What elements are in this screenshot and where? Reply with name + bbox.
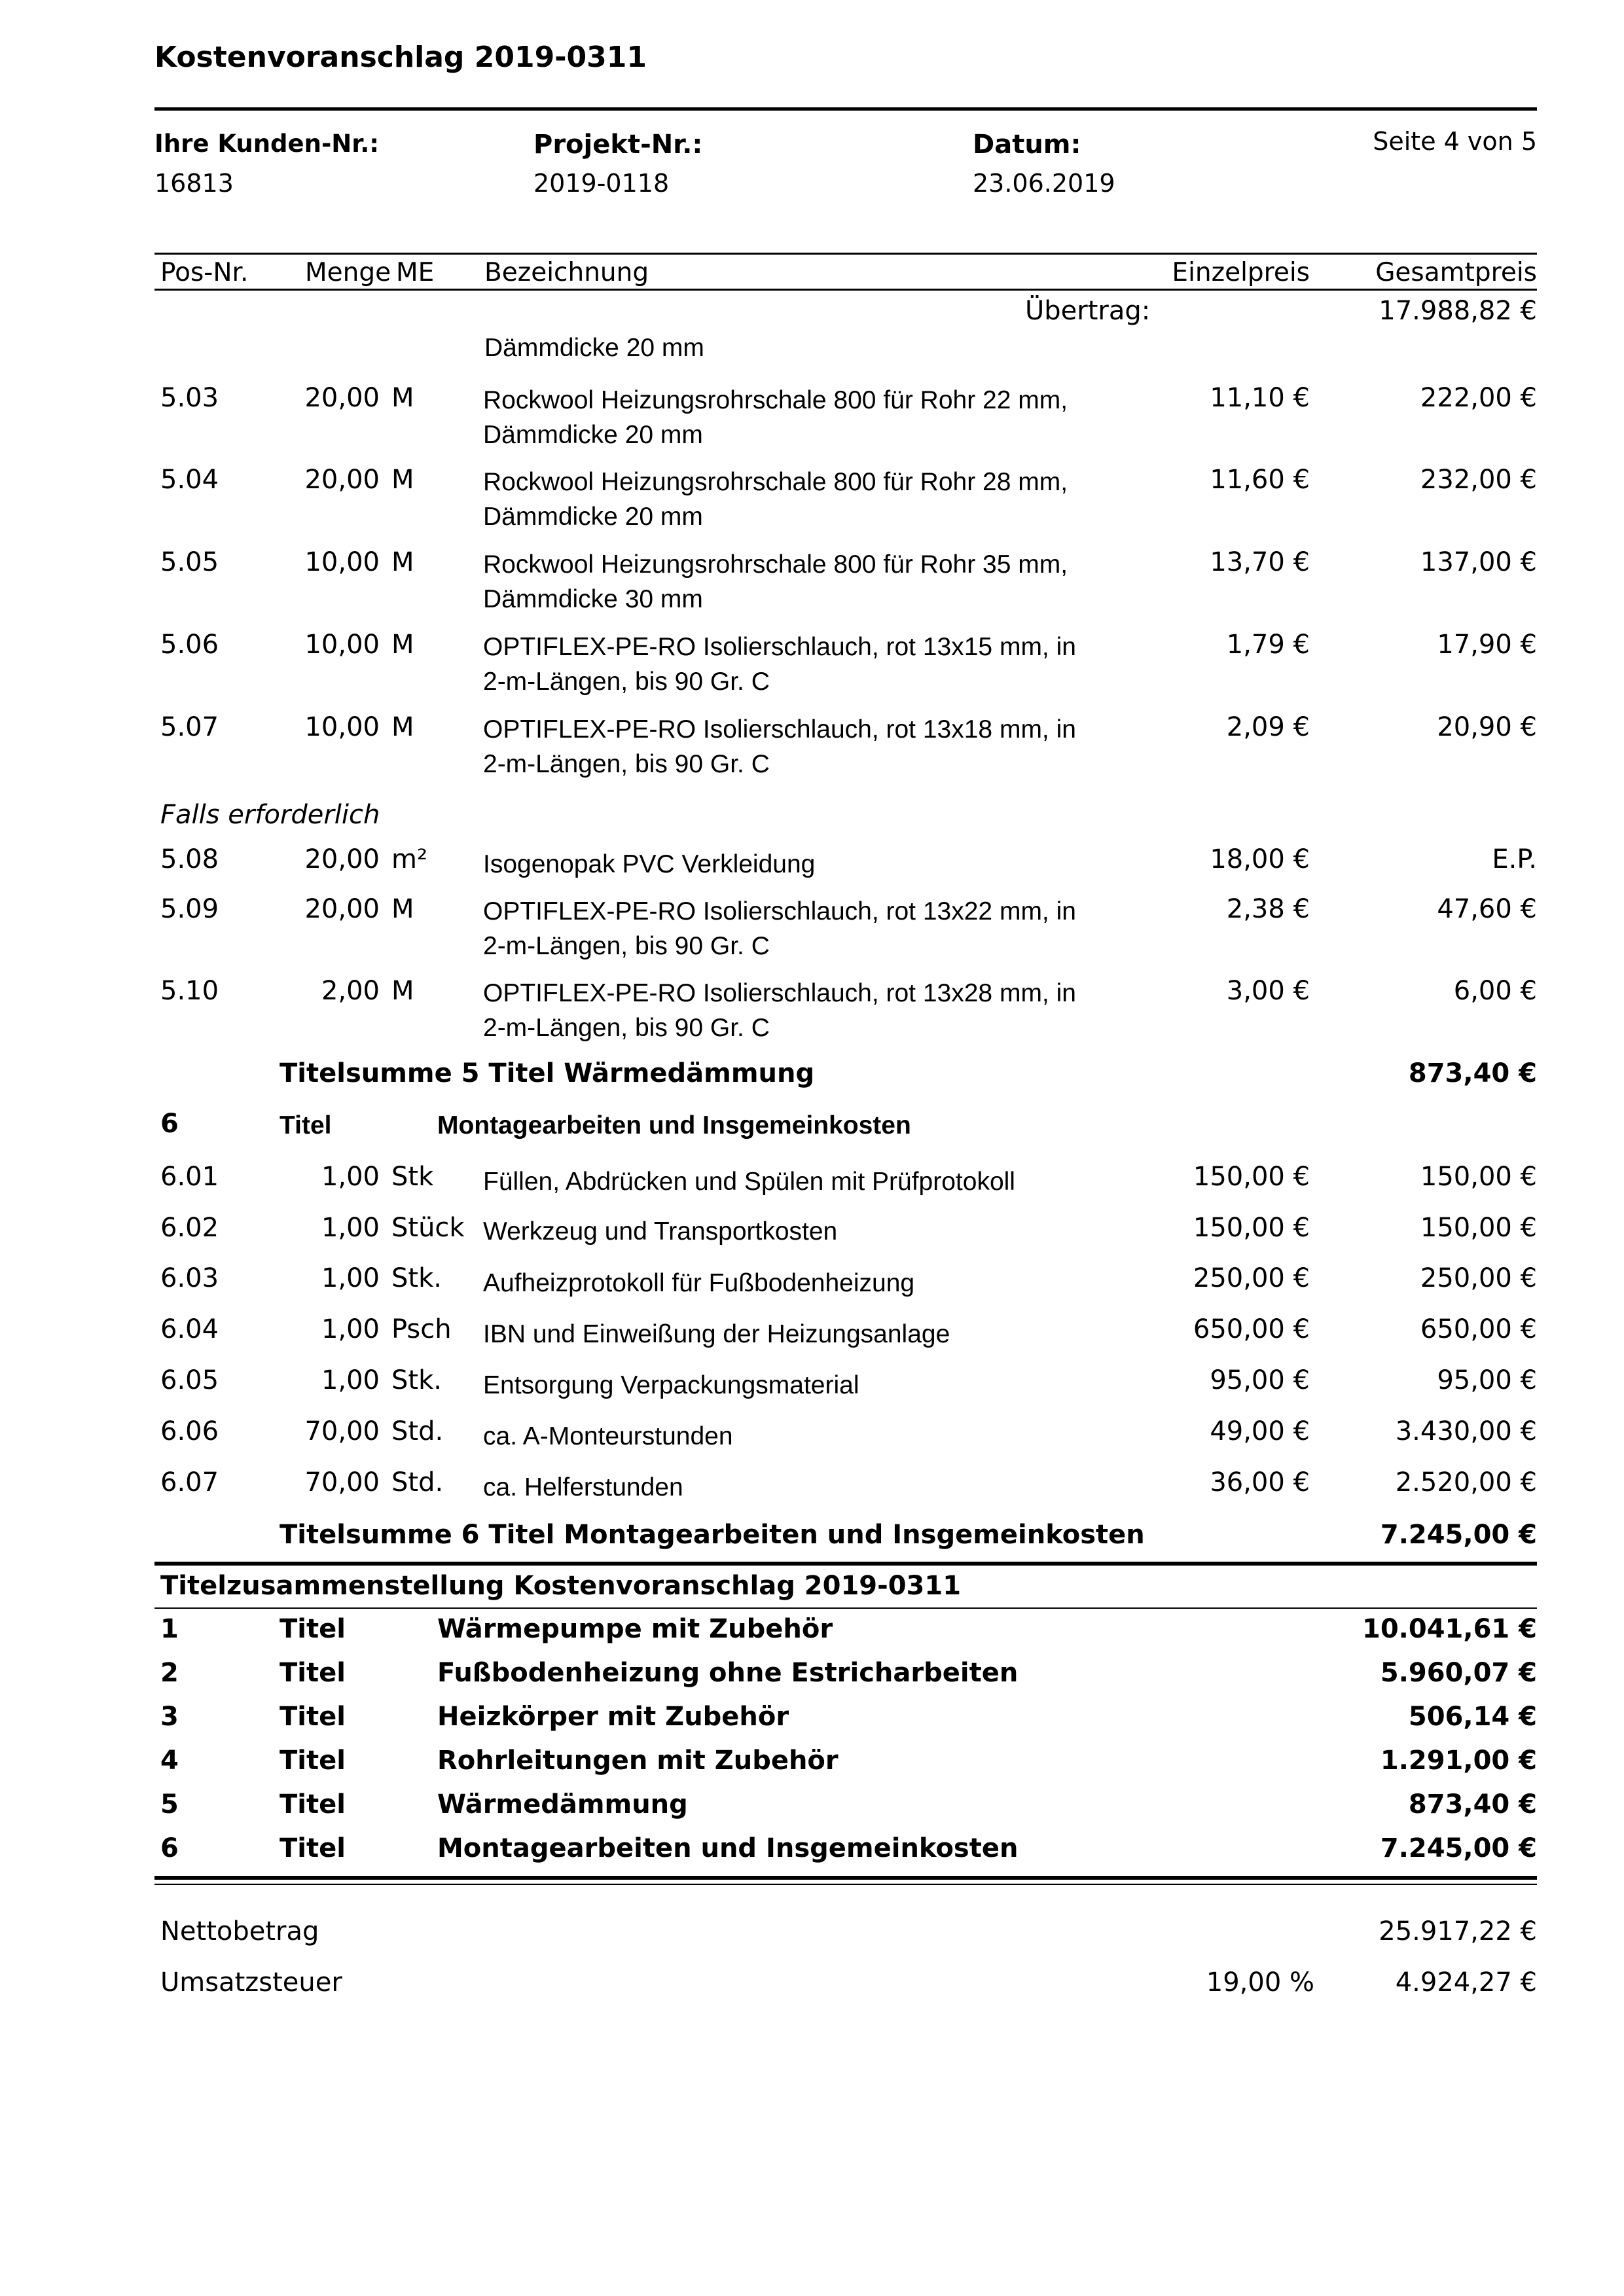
summary-row-word: Titel (280, 1658, 346, 1688)
summary-row-number: 5 (160, 1789, 179, 1820)
subtotal-title-6-value: 7.245,00 € (1380, 1520, 1537, 1550)
row-pos: 5.10 (160, 976, 219, 1006)
table-row (0, 1365, 1624, 1405)
row-unit-price: 11,10 € (1210, 383, 1310, 413)
continued-description: Dämmdicke 20 mm (484, 334, 704, 362)
row-description: OPTIFLEX-PE-RO Isolierschlauch, rot 13x22 mm, in 2-m-Längen, bis 90 Gr. C (483, 897, 1076, 960)
row-unit: M (391, 712, 414, 742)
row-description: Werkzeug und Transportkosten (483, 1217, 838, 1246)
subtotal-title-5-label: Titelsumme 5 Titel Wärmedämmung (280, 1058, 815, 1088)
row-unit-price: 2,38 € (1226, 894, 1310, 924)
row-quantity: 20,00 (304, 465, 380, 495)
summary-row-word: Titel (280, 1702, 346, 1732)
row-total-price: 150,00 € (1420, 1162, 1537, 1192)
row-pos: 6.01 (160, 1162, 219, 1192)
title-6-name: Montagearbeiten und Insgemeinkosten (437, 1111, 911, 1139)
row-quantity: 1,00 (321, 1162, 380, 1192)
row-quantity: 10,00 (304, 630, 380, 660)
row-total-price: 17,90 € (1437, 630, 1537, 660)
carry-over-value: 17.988,82 € (1379, 296, 1537, 326)
table-header-bottom-rule (154, 289, 1537, 291)
subtotal-title-6-label: Titelsumme 6 Titel Montagearbeiten und Insgemeinkosten (280, 1520, 1145, 1550)
summary-row-name: Rohrleitungen mit Zubehör (437, 1746, 839, 1776)
row-pos: 5.03 (160, 383, 219, 413)
row-quantity: 70,00 (304, 1416, 380, 1446)
date-value: 23.06.2019 (973, 169, 1115, 198)
row-unit-price: 2,09 € (1226, 712, 1310, 742)
summary-row-number: 4 (160, 1746, 179, 1776)
title-6-number: 6 (160, 1109, 179, 1139)
summary-row-name: Wärmepumpe mit Zubehör (437, 1614, 833, 1644)
net-amount-value: 25.917,22 € (1379, 1916, 1537, 1946)
title-6-word: Titel (280, 1111, 332, 1139)
row-unit-price: 150,00 € (1193, 1162, 1310, 1192)
row-unit: Std. (391, 1467, 444, 1498)
row-quantity: 1,00 (321, 1263, 380, 1293)
row-description: OPTIFLEX-PE-RO Isolierschlauch, rot 13x28 mm, in 2-m-Längen, bis 90 Gr. C (483, 979, 1076, 1042)
summary-row-value: 10.041,61 € (1362, 1614, 1537, 1644)
row-description: Rockwool Heizungsrohrschale 800 für Rohr 22 mm, Dämmdicke 20 mm (483, 386, 1068, 449)
row-description: IBN und Einweißung der Heizungsanlage (483, 1320, 950, 1348)
summary-row-word: Titel (280, 1746, 346, 1776)
row-total-price: 2.520,00 € (1395, 1467, 1537, 1498)
row-unit: M (391, 383, 414, 413)
row-unit: M (391, 630, 414, 660)
row-quantity: 1,00 (321, 1314, 380, 1344)
column-header-description: Bezeichnung (484, 258, 649, 287)
row-total-price: 47,60 € (1437, 894, 1537, 924)
row-description: Rockwool Heizungsrohrschale 800 für Rohr 28 mm, Dämmdicke 20 mm (483, 468, 1068, 531)
summary-top-rule (154, 1562, 1537, 1566)
row-total-price: 650,00 € (1420, 1314, 1537, 1344)
subtotal-title-5-value: 873,40 € (1408, 1058, 1537, 1088)
summary-row-name: Fußbodenheizung ohne Estricharbeiten (437, 1658, 1019, 1688)
summary-row-word: Titel (280, 1789, 346, 1820)
summary-row-number: 3 (160, 1702, 179, 1732)
row-pos: 5.06 (160, 630, 219, 660)
page-number: Seite 4 von 5 (1373, 127, 1537, 156)
row-unit: m² (391, 844, 427, 874)
row-quantity: 10,00 (304, 712, 380, 742)
vat-label: Umsatzsteuer (160, 1967, 342, 1998)
row-unit-price: 95,00 € (1210, 1365, 1310, 1395)
title-rule (154, 107, 1537, 111)
row-unit-price: 18,00 € (1210, 844, 1310, 874)
project-number-value: 2019-0118 (533, 169, 670, 198)
row-description: Entsorgung Verpackungsmaterial (483, 1371, 859, 1399)
summary-row-word: Titel (280, 1614, 346, 1644)
row-unit: M (391, 976, 414, 1006)
vat-rate: 19,00 % (1206, 1967, 1314, 1998)
table-row (0, 1416, 1624, 1456)
row-unit: Stück (391, 1213, 465, 1243)
row-quantity: 1,00 (321, 1213, 380, 1243)
table-row (0, 1314, 1624, 1354)
table-row (0, 383, 1624, 449)
summary-row-number: 1 (160, 1614, 179, 1644)
table-row (0, 1162, 1624, 1201)
table-row (0, 547, 1624, 613)
row-description: Aufheizprotokoll für Fußbodenheizung (483, 1269, 915, 1297)
row-pos: 6.06 (160, 1416, 219, 1446)
row-description: ca. Helferstunden (483, 1473, 683, 1501)
column-header-pos: Pos-Nr. (160, 258, 249, 287)
row-unit-price: 11,60 € (1210, 465, 1310, 495)
column-header-quantity: Menge (305, 258, 391, 287)
row-pos: 6.05 (160, 1365, 219, 1395)
row-quantity: 70,00 (304, 1467, 380, 1498)
row-unit-price: 36,00 € (1210, 1467, 1310, 1498)
row-total-price: 3.430,00 € (1395, 1416, 1537, 1446)
summary-row-number: 6 (160, 1833, 179, 1863)
table-row (0, 712, 1624, 778)
table-row (0, 844, 1624, 884)
row-unit: Stk (391, 1162, 434, 1192)
row-pos: 6.02 (160, 1213, 219, 1243)
row-unit-price: 650,00 € (1193, 1314, 1310, 1344)
summary-bottom-rule (154, 1876, 1537, 1880)
row-pos: 6.07 (160, 1467, 219, 1498)
summary-row-name: Wärmedämmung (437, 1789, 688, 1820)
date-label: Datum: (973, 130, 1081, 160)
summary-row-value: 506,14 € (1408, 1702, 1537, 1732)
row-unit: Stk. (391, 1365, 442, 1395)
row-unit-price: 13,70 € (1210, 547, 1310, 577)
vat-value: 4.924,27 € (1395, 1967, 1537, 1998)
table-row (0, 465, 1624, 531)
column-header-unit: ME (396, 258, 435, 287)
row-description: Füllen, Abdrücken und Spülen mit Prüfprotokoll (483, 1168, 1015, 1196)
row-pos: 5.05 (160, 547, 219, 577)
row-unit: Stk. (391, 1263, 442, 1293)
table-row (0, 976, 1624, 1042)
table-row (0, 630, 1624, 696)
row-total-price: 137,00 € (1420, 547, 1537, 577)
table-row (0, 1263, 1624, 1302)
project-number-label: Projekt-Nr.: (533, 130, 703, 160)
net-amount-label: Nettobetrag (160, 1916, 319, 1946)
summary-row-name: Heizkörper mit Zubehör (437, 1702, 789, 1732)
row-unit: Std. (391, 1416, 444, 1446)
row-unit: Psch (391, 1314, 452, 1344)
row-pos: 6.04 (160, 1314, 219, 1344)
row-unit-price: 49,00 € (1210, 1416, 1310, 1446)
row-total-price: 95,00 € (1437, 1365, 1537, 1395)
summary-row-number: 2 (160, 1658, 179, 1688)
row-quantity: 20,00 (304, 383, 380, 413)
summary-row-value: 873,40 € (1408, 1789, 1537, 1820)
summary-row-name: Montagearbeiten und Insgemeinkosten (437, 1833, 1019, 1863)
column-header-unit-price: Einzelpreis (1172, 258, 1310, 287)
row-description: Isogenopak PVC Verkleidung (483, 850, 816, 878)
row-unit: M (391, 547, 414, 577)
row-quantity: 20,00 (304, 894, 380, 924)
row-pos: 6.03 (160, 1263, 219, 1293)
carry-over-label: Übertrag: (1025, 296, 1151, 326)
row-total-price: 20,90 € (1437, 712, 1537, 742)
summary-row-value: 5.960,07 € (1380, 1658, 1537, 1688)
row-pos: 5.07 (160, 712, 219, 742)
customer-number-label: Ihre Kunden-Nr.: (154, 130, 380, 158)
row-pos: 5.09 (160, 894, 219, 924)
row-quantity: 2,00 (321, 976, 380, 1006)
table-row (0, 894, 1624, 960)
row-quantity: 10,00 (304, 547, 380, 577)
row-unit-price: 1,79 € (1226, 630, 1310, 660)
summary-bottom-thin-rule (154, 1884, 1537, 1885)
summary-heading: Titelzusammenstellung Kostenvoranschlag 2019-0311 (160, 1571, 962, 1601)
row-total-price: 232,00 € (1420, 465, 1537, 495)
table-header-top-rule (154, 253, 1537, 255)
document-title: Kostenvoranschlag 2019-0311 (154, 41, 647, 74)
row-description: OPTIFLEX-PE-RO Isolierschlauch, rot 13x15 mm, in 2-m-Längen, bis 90 Gr. C (483, 633, 1076, 696)
row-pos: 5.08 (160, 844, 219, 874)
table-row (0, 1467, 1624, 1507)
row-quantity: 1,00 (321, 1365, 380, 1395)
row-quantity: 20,00 (304, 844, 380, 874)
row-total-price: 150,00 € (1420, 1213, 1537, 1243)
row-description: OPTIFLEX-PE-RO Isolierschlauch, rot 13x18 mm, in 2-m-Längen, bis 90 Gr. C (483, 715, 1076, 778)
summary-row-word: Titel (280, 1833, 346, 1863)
row-unit-price: 250,00 € (1193, 1263, 1310, 1293)
summary-heading-rule (154, 1607, 1537, 1609)
row-unit-price: 150,00 € (1193, 1213, 1310, 1243)
row-description: Rockwool Heizungsrohrschale 800 für Rohr 35 mm, Dämmdicke 30 mm (483, 550, 1068, 613)
table-row (0, 1213, 1624, 1252)
row-total-price: 250,00 € (1420, 1263, 1537, 1293)
row-total-price: E.P. (1492, 844, 1537, 874)
summary-row-value: 1.291,00 € (1380, 1746, 1537, 1776)
optional-section-label: Falls erforderlich (160, 800, 380, 830)
row-unit: M (391, 894, 414, 924)
row-unit: M (391, 465, 414, 495)
row-total-price: 222,00 € (1420, 383, 1537, 413)
column-header-total-price: Gesamtpreis (1375, 258, 1537, 287)
row-unit-price: 3,00 € (1226, 976, 1310, 1006)
row-total-price: 6,00 € (1453, 976, 1537, 1006)
customer-number-value: 16813 (154, 169, 234, 198)
row-description: ca. A-Monteurstunden (483, 1422, 733, 1450)
summary-row-value: 7.245,00 € (1380, 1833, 1537, 1863)
row-pos: 5.04 (160, 465, 219, 495)
